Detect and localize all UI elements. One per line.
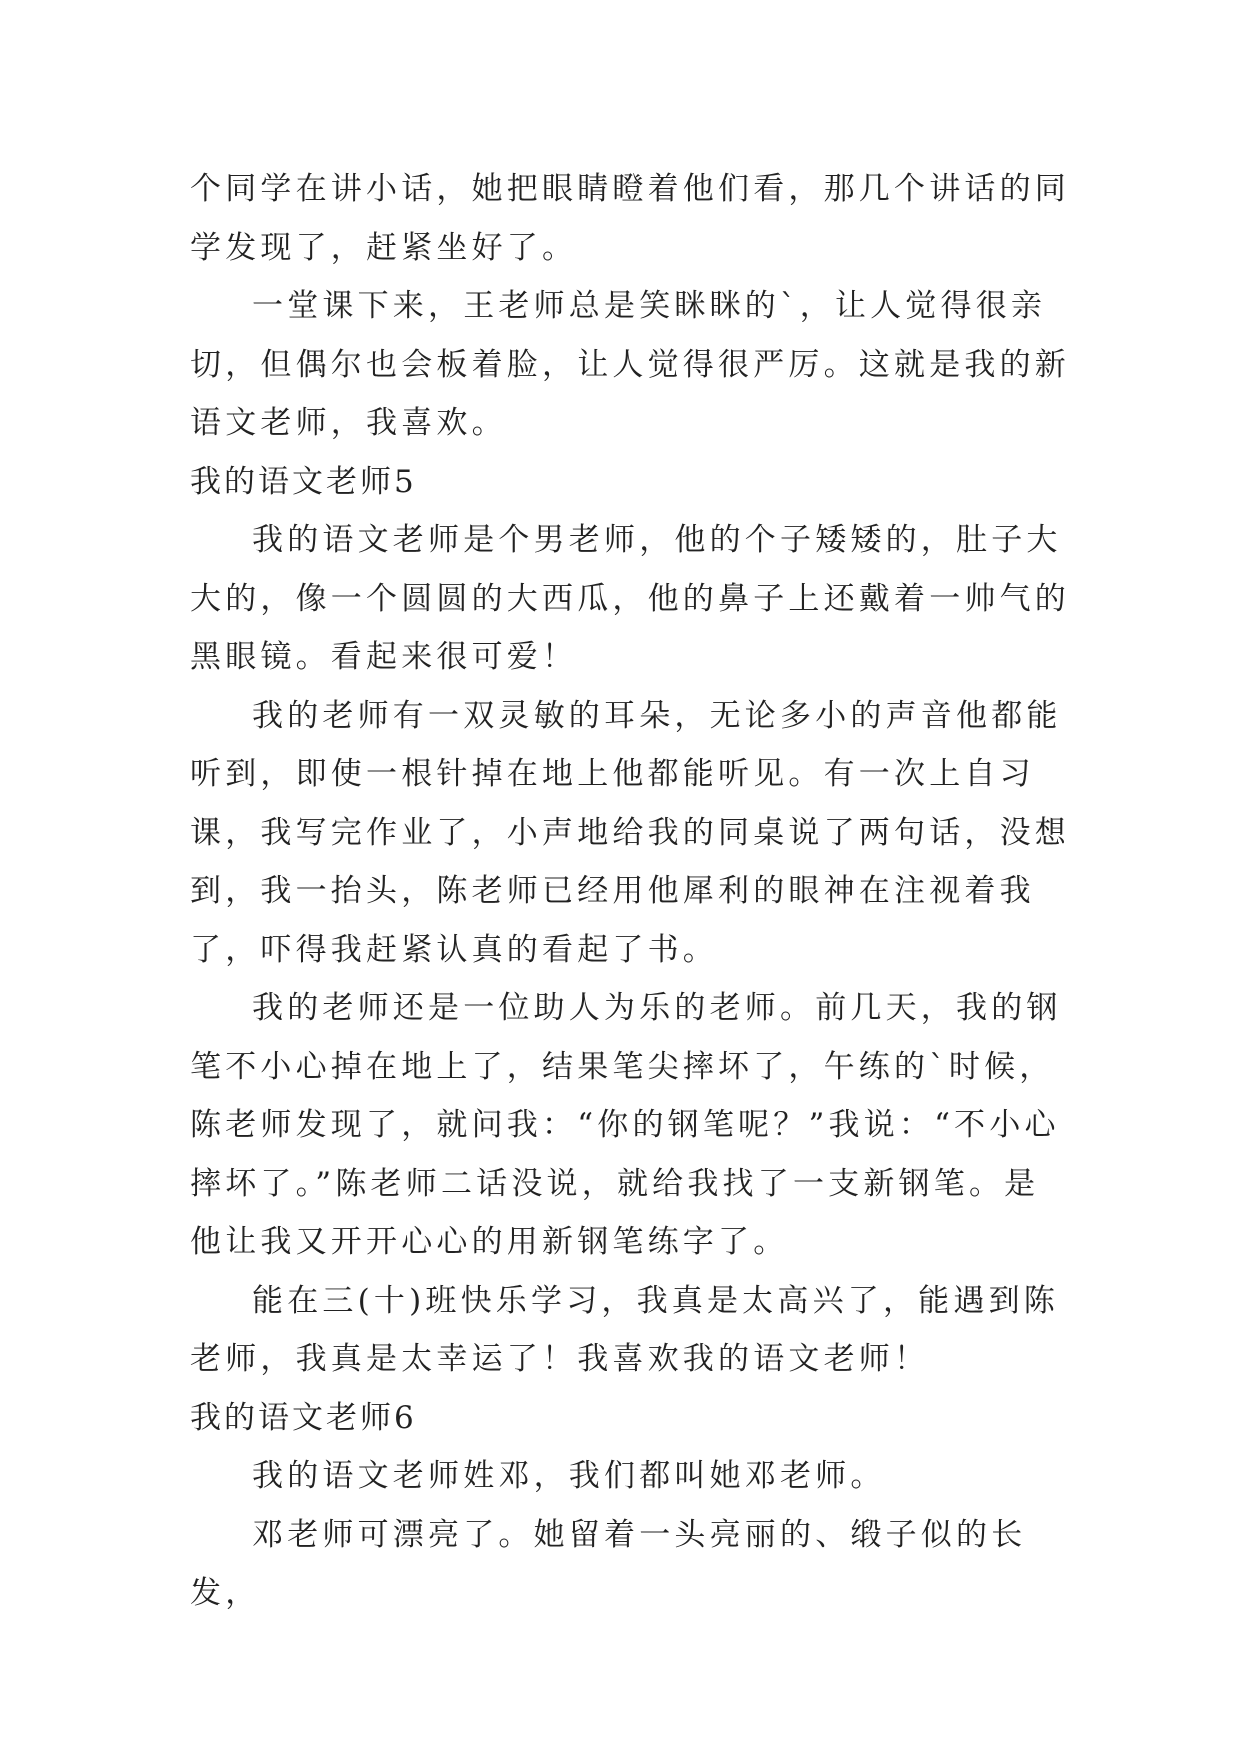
paragraph: 我的语文老师是个男老师，他的个子矮矮的，肚子大大的，像一个圆圆的大西瓜，他的鼻子上还戴着一帅气的黑眼镜。看起来很可爱！: [190, 522, 1070, 675]
document-body: [190, 160, 1070, 1623]
paragraph: 能在三(十)班快乐学习，我真是太高兴了，能遇到陈老师，我真是太幸运了！我喜欢我的语文老师！: [190, 1282, 1059, 1377]
paragraph: 我的老师有一双灵敏的耳朵，无论多小的声音他都能听到，即使一根针掉在地上他都能听见。有一次上自习课，我写完作业了，小声地给我的同桌说了两句话，没想到，我一抬头，陈老师已经用他犀利的眼神在注视着我了，吓得我赶紧认真的看起了书。: [190, 697, 1070, 968]
paragraph: 我的老师还是一位助人为乐的老师。前几天，我的钢笔不小心掉在地上了，结果笔尖摔坏了，午练的`时候，陈老师发现了，就问我：“你的钢笔呢？”我说：“不小心摔坏了。”陈老师二话没说，就给我找了一支新钢笔。是他让我又开开心心的用新钢笔练字了。: [190, 990, 1062, 1260]
section-heading: 我的语文老师6: [190, 1399, 417, 1436]
paragraph: 我的语文老师姓邓，我们都叫她邓老师。: [252, 1458, 886, 1494]
paragraph: 邓老师可漂亮了。她留着一头亮丽的、缎子似的长发，: [190, 1516, 1027, 1611]
section-heading: 我的语文老师5: [190, 463, 417, 500]
paragraph: 个同学在讲小话，她把眼睛瞪着他们看，那几个讲话的同学发现了，赶紧坐好了。: [190, 171, 1070, 266]
paragraph: 一堂课下来，王老师总是笑眯眯的`，让人觉得很亲切，但偶尔也会板着脸，让人觉得很严厉。这就是我的新语文老师，我喜欢。: [190, 288, 1070, 441]
